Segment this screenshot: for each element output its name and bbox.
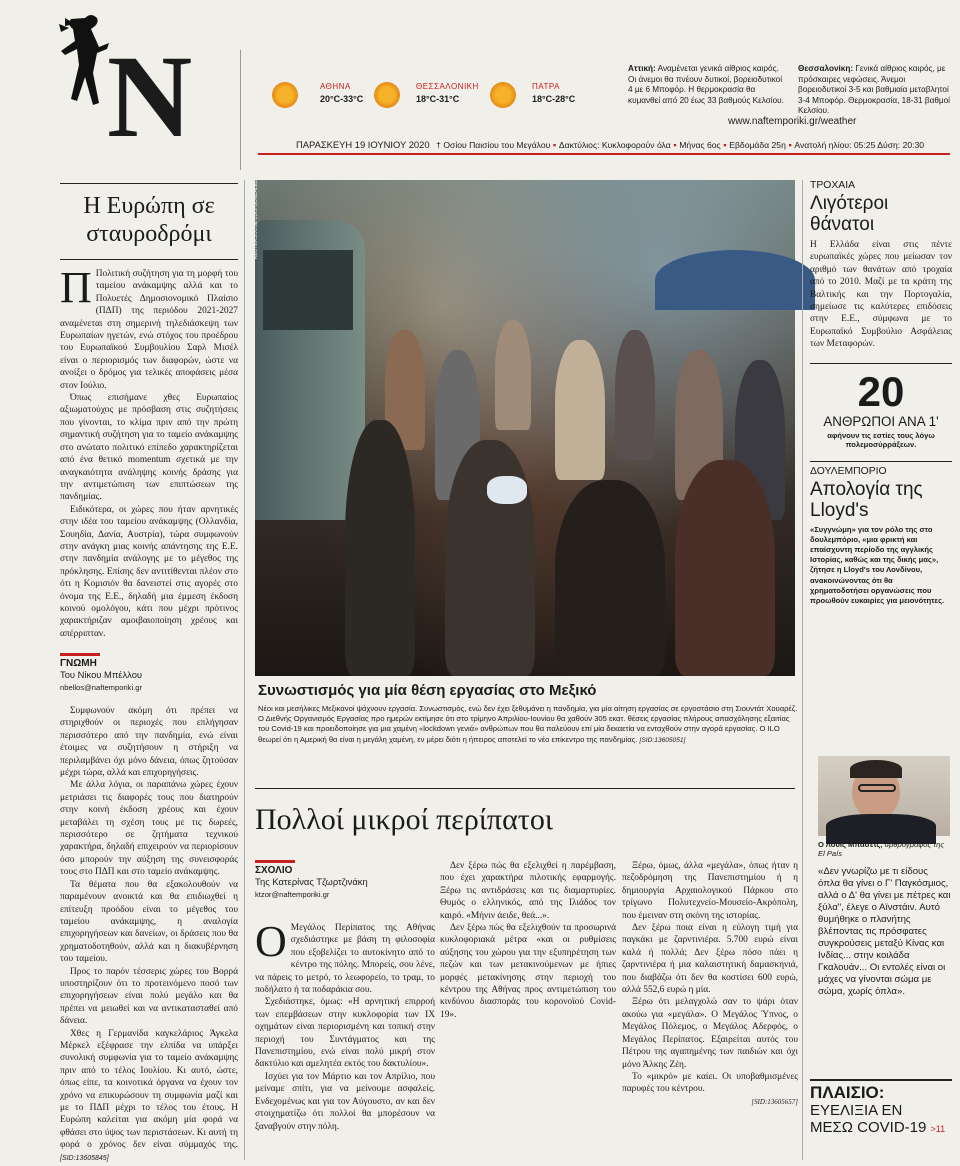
masthead-letter: N — [107, 31, 191, 162]
umbrella-shape — [655, 250, 815, 310]
crowd-figure — [345, 420, 415, 676]
face-mask — [487, 476, 527, 504]
box-text-2: ΜΕΣΩ COVID-19 >11 — [810, 1119, 946, 1136]
opinion-email[interactable]: nbellos@naftemporiki.gr — [60, 683, 142, 692]
dateline-month: Μήνας 6ος — [679, 140, 721, 150]
columnist-hair — [850, 760, 902, 778]
dateline-sep: ▪ — [788, 139, 792, 150]
opinion-label: ΓΝΩΜΗ — [60, 658, 97, 669]
sidebar — [810, 180, 952, 606]
comment-paragraph: Το «μικρό» με καίει. Οι υποβαθμισμένες παρυφές του κέντρου. — [622, 1071, 798, 1095]
dateline-sep: ▪ — [673, 139, 677, 150]
left-article-body-bottom — [60, 705, 238, 1165]
dateline-sun: Ανατολή ηλίου: 05:25 Δύση: 20:30 — [794, 140, 925, 150]
box-text-1: ΕΥΕΛΙΞΙΑ ΕΝ — [810, 1102, 903, 1119]
box-label: ΠΛΑΙΣΙΟ: — [810, 1083, 885, 1102]
comment-paragraph: Σχεδιάστηκε, όμως: «Η αρνητική επιρροή των επεμβάσεων στην κυκλοφορία των ΙΧ οχημάτων είναι περιορισμένη και τοπική στην περιοχή του Συντάγματος και της Πανεπιστημίου, ενώ είναι πολύ μικρή στον δακτύλιο και αμελητέα εκτός του δακτυλίου». — [255, 997, 435, 1070]
comment-paragraph: Ξέρω, όμως, άλλα «μεγάλα», όπως ήταν η πεζοδρόμηση της Πανεπιστημίου ή η δημιουργία Αρχαιολογικού Πάρκου στο τρίγωνο Πολυτεχνείο-Μουσείο-Ακρόπολη, που έμειναν στη σκόνη της ιστορίας. — [622, 861, 798, 921]
left-article-body-top — [60, 263, 238, 640]
opinion-byline — [60, 653, 160, 692]
dateline-saint: † Οσίου Παισίου του Μεγάλου — [436, 140, 551, 150]
slavery-label: ΔΟΥΛΕΜΠΟΡΙΟ — [810, 465, 887, 477]
stat-text: αφήνουν τις εστίες τους λόγω πολεμοσύρράξεων. — [827, 430, 935, 449]
left-article-paragraph: Ειδικότερα, οι χώρες που ήταν αρνητικές στην ιδέα του ταμείου ανάκαμψης (Ολλανδία, Σουηδία, Δανία, Αυστρία), τώρα συμφωνούν στην ανάγκη μιας κοινής απάντησης της Ε.Ε. στην πανδημία ανάλογης με το μέγεθος της πρόκλησης. Επίσης δεν αντιτίθενται πλέον στο ότι η Κομισιόν θα δανειστεί στις αγορές στο όνομα της Ε.Ε., δηλαδή μια έμμεση έκδοση κοινού ομολόγου, κάτι που μέχρι πρότινος χαρακτήριζαν αμοιβαιοποίηση χρέους και απέρριπταν. — [60, 504, 238, 639]
opinion-author: Του Νίκου Μπέλλου — [60, 669, 143, 680]
photo-caption-text: Νέοι και μεσήλικες Μεξικανοί ψάχνουν εργασία. Συνωστισμός, ενώ δεν έχει ξεθυμάνει η πανδημία, για μία αίτηση εργασίας σε εργοστάσιο στη Σιουντάτ Χουαρέζ. Ο Διεθνής Οργανισμός Εργασίας προ ημερών εκτίμησε ότι στο τρίμηνο Απριλίου-Ιουνίου θα χαθούν 305 εκατ. θέσεις εργασίας πλήρους απασχόλησης εξαιτίας του Covid-19 και προειδοποίησε για μια χαμένη «lockdown γενιά» ανθρώπων που θα παλεύουν επί μία δεκαετία να ενταχθούν στην αγορά εργασίας. Ο ILO θεωρεί ότι η Αμερική θα είναι η μεγάλη χαμένη, εν μέρει διότι η ήπειρος αποτελεί το νέο επίκεντρο της πανδημίας. [SID:13605051] — [258, 704, 798, 744]
comment-sid: [SID:13605657] — [751, 1097, 798, 1106]
sun-icon — [272, 82, 298, 108]
comment-column-1 — [255, 917, 435, 1133]
dropcap: Ο — [255, 917, 287, 966]
columnist-photo — [818, 756, 950, 836]
sun-icon — [374, 82, 400, 108]
dropcap: Π — [60, 263, 92, 312]
slavery-text: «Συγγνώμη» για τον ρόλο της στο δουλεμπόριο, «μια φρικτή και επαίσχυντη περίοδο της αγγλικής Ιστορίας, καθώς και της δικής μας», ζήτησε η Lloyd's του Λονδίνου, ανακοινώνοντας ότι θα χρηματοδοτήσει οργανώσεις που προωθούν ευκαιρίες για μειονότητες. — [810, 524, 945, 606]
stat-title: ΑΝΘΡΩΠΟΙ ΑΝΑ 1' — [823, 413, 939, 429]
dateline-date: ΠΑΡΑΣΚΕΥΗ 19 ΙΟΥΝΙΟΥ 2020 — [296, 139, 430, 150]
sidebar-quote: «Δεν γνωρίζω με τι είδους όπλα θα γίνει ο Γ' Παγκόσμιος, αλλά ο Δ' θα γίνει με πέτρες και ξύλα", έλεγε ο Αϊνστάιν. Αυτό θυμήθηκε ο πλανήτης βλέποντας τις πρόσφατες συγκρούσεις μεταξύ Κίνας και Ινδίας... στην κοιλάδα Γκαλουάν... Οι εντολές είναι οι μάχες να γίνονται σώμα με σώμα, χωρίς όπλα». — [818, 866, 951, 997]
comment-paragraph: Ο Μεγάλος Περίπατος της Αθήνας σχεδιάστηκε με βάση τη φιλοσοφία που εξοβελίζει το αυτοκίνητο από το κέντρο της πόλης. Μπορείς, σου λένε, να πάρεις το μετρό, το λεωφορείο, το τραμ, το ποδήλατο ή τα ποδαράκια σου. — [255, 917, 435, 996]
dateline-sep: ▪ — [552, 139, 557, 150]
traffic-label: ΤΡΟΧΑΙΑ — [810, 180, 856, 191]
left-article-paragraph: Συμφωνούν ακόμη ότι πρέπει να στηριχθούν οι περιοχές που επλήγησαν περισσότερο από την πανδημία, ενώ είναι έτοιμες να συζητήσουν η στήριξη να περιλαμβάνει όχι μόνο δάνεια, όπως ζητούσαν μέχρι τώρα, αλλά και επιχορηγήσεις. — [60, 706, 238, 779]
comment-paragraph: Ξέρω ότι μελαγχολώ σαν το ψάρι όταν ακούω για «μεγάλα». Ο Μεγάλος Ύπνος, ο Μεγάλος Πόλεμος, ο Μεγάλος Αδερφός, ο Μεγάλος Περίπατος. Εξαιρείται αυτός του Πέτρου της αγαπημένης των παιδιών και όχι μόνο Άλκης Ζέη. — [622, 997, 798, 1070]
columnist-caption — [818, 840, 952, 858]
weather-thess-label: Θεσσαλονίκη: — [798, 64, 854, 73]
crowd-figure — [555, 340, 605, 480]
weather-link[interactable]: www.naftemporiki.gr/weather — [728, 116, 857, 127]
masthead — [55, 8, 235, 178]
comment-paragraph: Δεν ξέρω πώς θα εξελιχθεί η παρέμβαση, που έχει χαρακτήρα πιλοτικής εφαρμογής. Ξέρω τις αντιδράσεις και τις διαμαρτυρίες. Θυμός ο ελληνικός, από της Ιλιάδος τον καιρό. «Μήνιν άειδε, θεά...». — [440, 861, 616, 921]
dateline — [258, 139, 950, 150]
left-article-paragraph: Με άλλα λόγια, οι παραπάνω χώρες έχουν μετριάσει τις διαφορές τους που διατηρούν στην κοινή έκδοση χρέους και έχουν μεταβάλει τη σχέση τους με τις δωρεές, περισσότερο σε ζητήματα τεχνικού χαρακτήρα, δηλαδή επιχειρούν να περιορίσουν όσο μπορούν την αύξηση της συνεισφοράς τους στο ΠΔΠ και στο ταμείο ανάκαμψης. — [60, 780, 238, 878]
photo-sid: [SID:13605051] — [639, 736, 686, 744]
comment-paragraph: Δεν ξέρω πώς θα εξελιχθούν τα προσωρινά κυκλοφοριακά μέτρα «και οι ρυθμίσεις αύξησης του χώρου για την εξυπηρέτηση των πεζών και των μετακινούμενων με ήπιες μορφές μετακίνησης στην περιοχή του κέντρου της Αθήνας προς αντιμετώπιση του κινδύνου διασποράς του κορονοϊού Covid-19». — [440, 923, 616, 1020]
main-photo — [255, 180, 795, 676]
left-article-paragraph: Τα θέματα που θα εξακολουθούν να παραμένουν ανοικτά και θα επιδιωχθεί η επίτευξη προόδου είναι το μέγεθος του ταμείου ανάκαμψης, η αναλογία επιχορηγήσεων και δανείων, οι δράσεις που θα χρηματοδοτηθούν, αλλά και η διακυβέρνηση του ταμείου. — [60, 879, 238, 965]
traffic-text: Η Ελλάδα είναι στις πέντε ευρωπαϊκές χώρες που μείωσαν τον αριθμό των θανάτων από τροχαία από το 2010. Μαζί με τα κράτη της Βαλτικής και την Πορτογαλία, σημείωσε τις καλύτερες επιδόσεις στην Ε.Ε., σύμφωνα με το Ευρωπαϊκό Συμβούλιο Ασφάλειας των Μεταφορών. — [810, 240, 952, 350]
crowd-figure — [615, 330, 655, 460]
columnist-name: Ο Λουίς Μπασέτς, — [818, 840, 883, 849]
box-page-ref: >11 — [930, 1124, 946, 1134]
comment-email[interactable]: ktzor@naftemporiki.gr — [255, 890, 330, 899]
comment-column-3 — [622, 860, 798, 1108]
weather-attica-label: Αττική: — [628, 64, 656, 73]
photo-credit: REUTERS/JOSE LUIS GONZALEZ — [253, 180, 259, 260]
comment-byline — [255, 860, 435, 899]
left-article-title: Η Ευρώπη σε σταυροδρόμι — [83, 193, 215, 247]
weather-thessaloniki — [798, 64, 950, 117]
hermes-figure-icon — [55, 10, 113, 120]
crowd-figure — [555, 480, 665, 676]
dateline-week: Εβδομάδα 25η — [729, 140, 786, 150]
opinion-accent — [60, 653, 100, 656]
photo-caption-title: Συνωστισμός για μία θέση εργασίας στο Μεξικό — [258, 682, 597, 699]
comment-accent — [255, 860, 295, 863]
weather-bar: ΑΘΗΝΑ 20°C-33°C ΘΕΣΣΑΛΟΝΙΚΗ 18°C-31°C ΠΑΤΡΑ 18°C-28°C — [262, 68, 622, 118]
comment-author: Της Κατερίνας Τζωρτζινάκη — [255, 876, 368, 887]
weather-thess-text: Γενικά αίθριος καιρός, με πρόσκαιρες νεφώσεις. Άνεμοι βορειοδυτικοί 3-5 και βαθμιαία μεταβλητοί 3-4 Μποφόρ. Θερμοκρασία, 18-31 βαθμοί Κελσίου. — [798, 64, 950, 115]
dateline-traffic: Δακτύλιος: Κυκλοφορούν όλα — [558, 140, 671, 150]
left-article-paragraph: Π Πολιτική συζήτηση για τη μορφή του ταμείου ανάκαμψης αλλά και το Πολυετές Δημοσιονομικό Πλαίσιο (ΠΔΠ) της περιόδου 2021-2027 αναμένεται στη σημερινή τηλεδιάσκεψη των Ευρωπαίων ηγετών, ενώ στόχος του προέδρου του Ευρωπαϊκού Συμβουλίου Σαρλ Μισέλ είναι ο περιορισμός των διαφορών, ώστε να ανοίξει ο δρόμος για τελικές αποφάσεις μέσα στον Ιούλιο. — [60, 263, 238, 391]
crowd-figure — [495, 320, 531, 430]
dateline-sep: ▪ — [723, 139, 727, 150]
left-article-paragraph: Όπως επισήμανε χθες Ευρωπαίος αξιωματούχος με πρόσβαση στις συζητήσεις που γίνονται, το κλίμα πριν από την πρώτη σημαντική συζήτηση για το ταμείο ανάκαμψης στο ανώτατο πολιτικό επίπεδο χαρακτηρίζεται από ένα θετικό momentum σχετικά με την αναγκαιότητα ανάληψης κοινής δράσης για την αντιμετώπιση των επιπτώσεων της πανδημίας. — [60, 393, 238, 503]
sun-icon — [490, 82, 516, 108]
left-article-paragraph: Χθες η Γερμανίδα καγκελάριος Άγκελα Μέρκελ εξέφρασε την ελπίδα να υπάρξει συνολική συμφωνία για το ταμείο ανάκαμψης πριν από το τέλος Ιουλίου. Κι αυτό, ώστε, όπως είπε, τα κοινοτικά όργανα να έχουν τον χρόνο να επικυρώσουν τη συμφωνία μαζί και με το ΠΔΠ μέχρι το τέλος του έτους. Η Ευρώπη καλείται για ακόμη μία φορά να φθάσει στο ύψος των περιστάσεων. Κι αυτή τη φορά ο χρόνος δεν είναι σύμμαχός της. [SID:13605845] — [60, 1028, 238, 1162]
stat-number: 20 — [857, 367, 905, 415]
slavery-title: Απολογία της Lloyd's — [810, 478, 923, 521]
columnist-role: αρθρογράφος της El País — [818, 840, 945, 858]
comment-paragraph: Δεν ξέρω ποια είναι η εύλογη τιμή για παγκάκι με ζαρντινιέρα. 5.700 ευρώ είναι καλά ή πολλά; Δεν ξέρω πόσο πάει η ζαρντινιέρα ή μια καλαιστητική δαμασκηνιά, που διαβάζω ότι δεν θα κοστίσει 600 ευρώ, αλλά 552,6 ευρώ η μία. — [622, 923, 798, 996]
crowd-figure — [675, 460, 775, 676]
glasses-icon — [858, 784, 896, 792]
comment-paragraph: Ισχύει για τον Μάρτιο και τον Απρίλιο, που μείναμε σπίτι, για να μείνουμε ασφαλείς. Ενδεχομένως και για τον Αύγουστο, αν και δεν στοιχηματίζω ότι πολλοί θα μπορέσουν να ξαναβγούν στην πόλη. — [255, 1071, 435, 1132]
bus-window — [263, 250, 353, 330]
left-article-paragraph: Προς το παρόν τέσσερις χώρες του Βορρά υποστηρίζουν ότι το προτεινόμενο ποσό των επιχορηγήσεων είναι πολύ μεγάλο και θα πρέπει να μειωθεί και να αντικατασταθεί από δάνεια. — [60, 966, 238, 1027]
traffic-title: Λιγότεροι θάνατοι — [810, 193, 889, 235]
comment-label: ΣΧΟΛΙΟ — [255, 865, 293, 876]
weather-attica — [628, 64, 786, 106]
left-article-sid: [SID:13605845] — [60, 1154, 109, 1162]
box-promo[interactable] — [810, 1079, 952, 1138]
weather-attica-text: Αναμένεται γενικά αίθριος καιρός. Οι άνεμοι θα πνέουν δυτικοί, βορειοδυτικοί 4 με 6 Μποφόρ. Η θερμοκρασία θα κυμανθεί από 20 έως 33 βαθμούς Κελσίου. — [628, 64, 784, 105]
crowd-figure — [445, 440, 535, 676]
comment-column-2 — [440, 860, 616, 1021]
comment-article-title: Πολλοί μικροί περίπατοι — [255, 803, 553, 836]
